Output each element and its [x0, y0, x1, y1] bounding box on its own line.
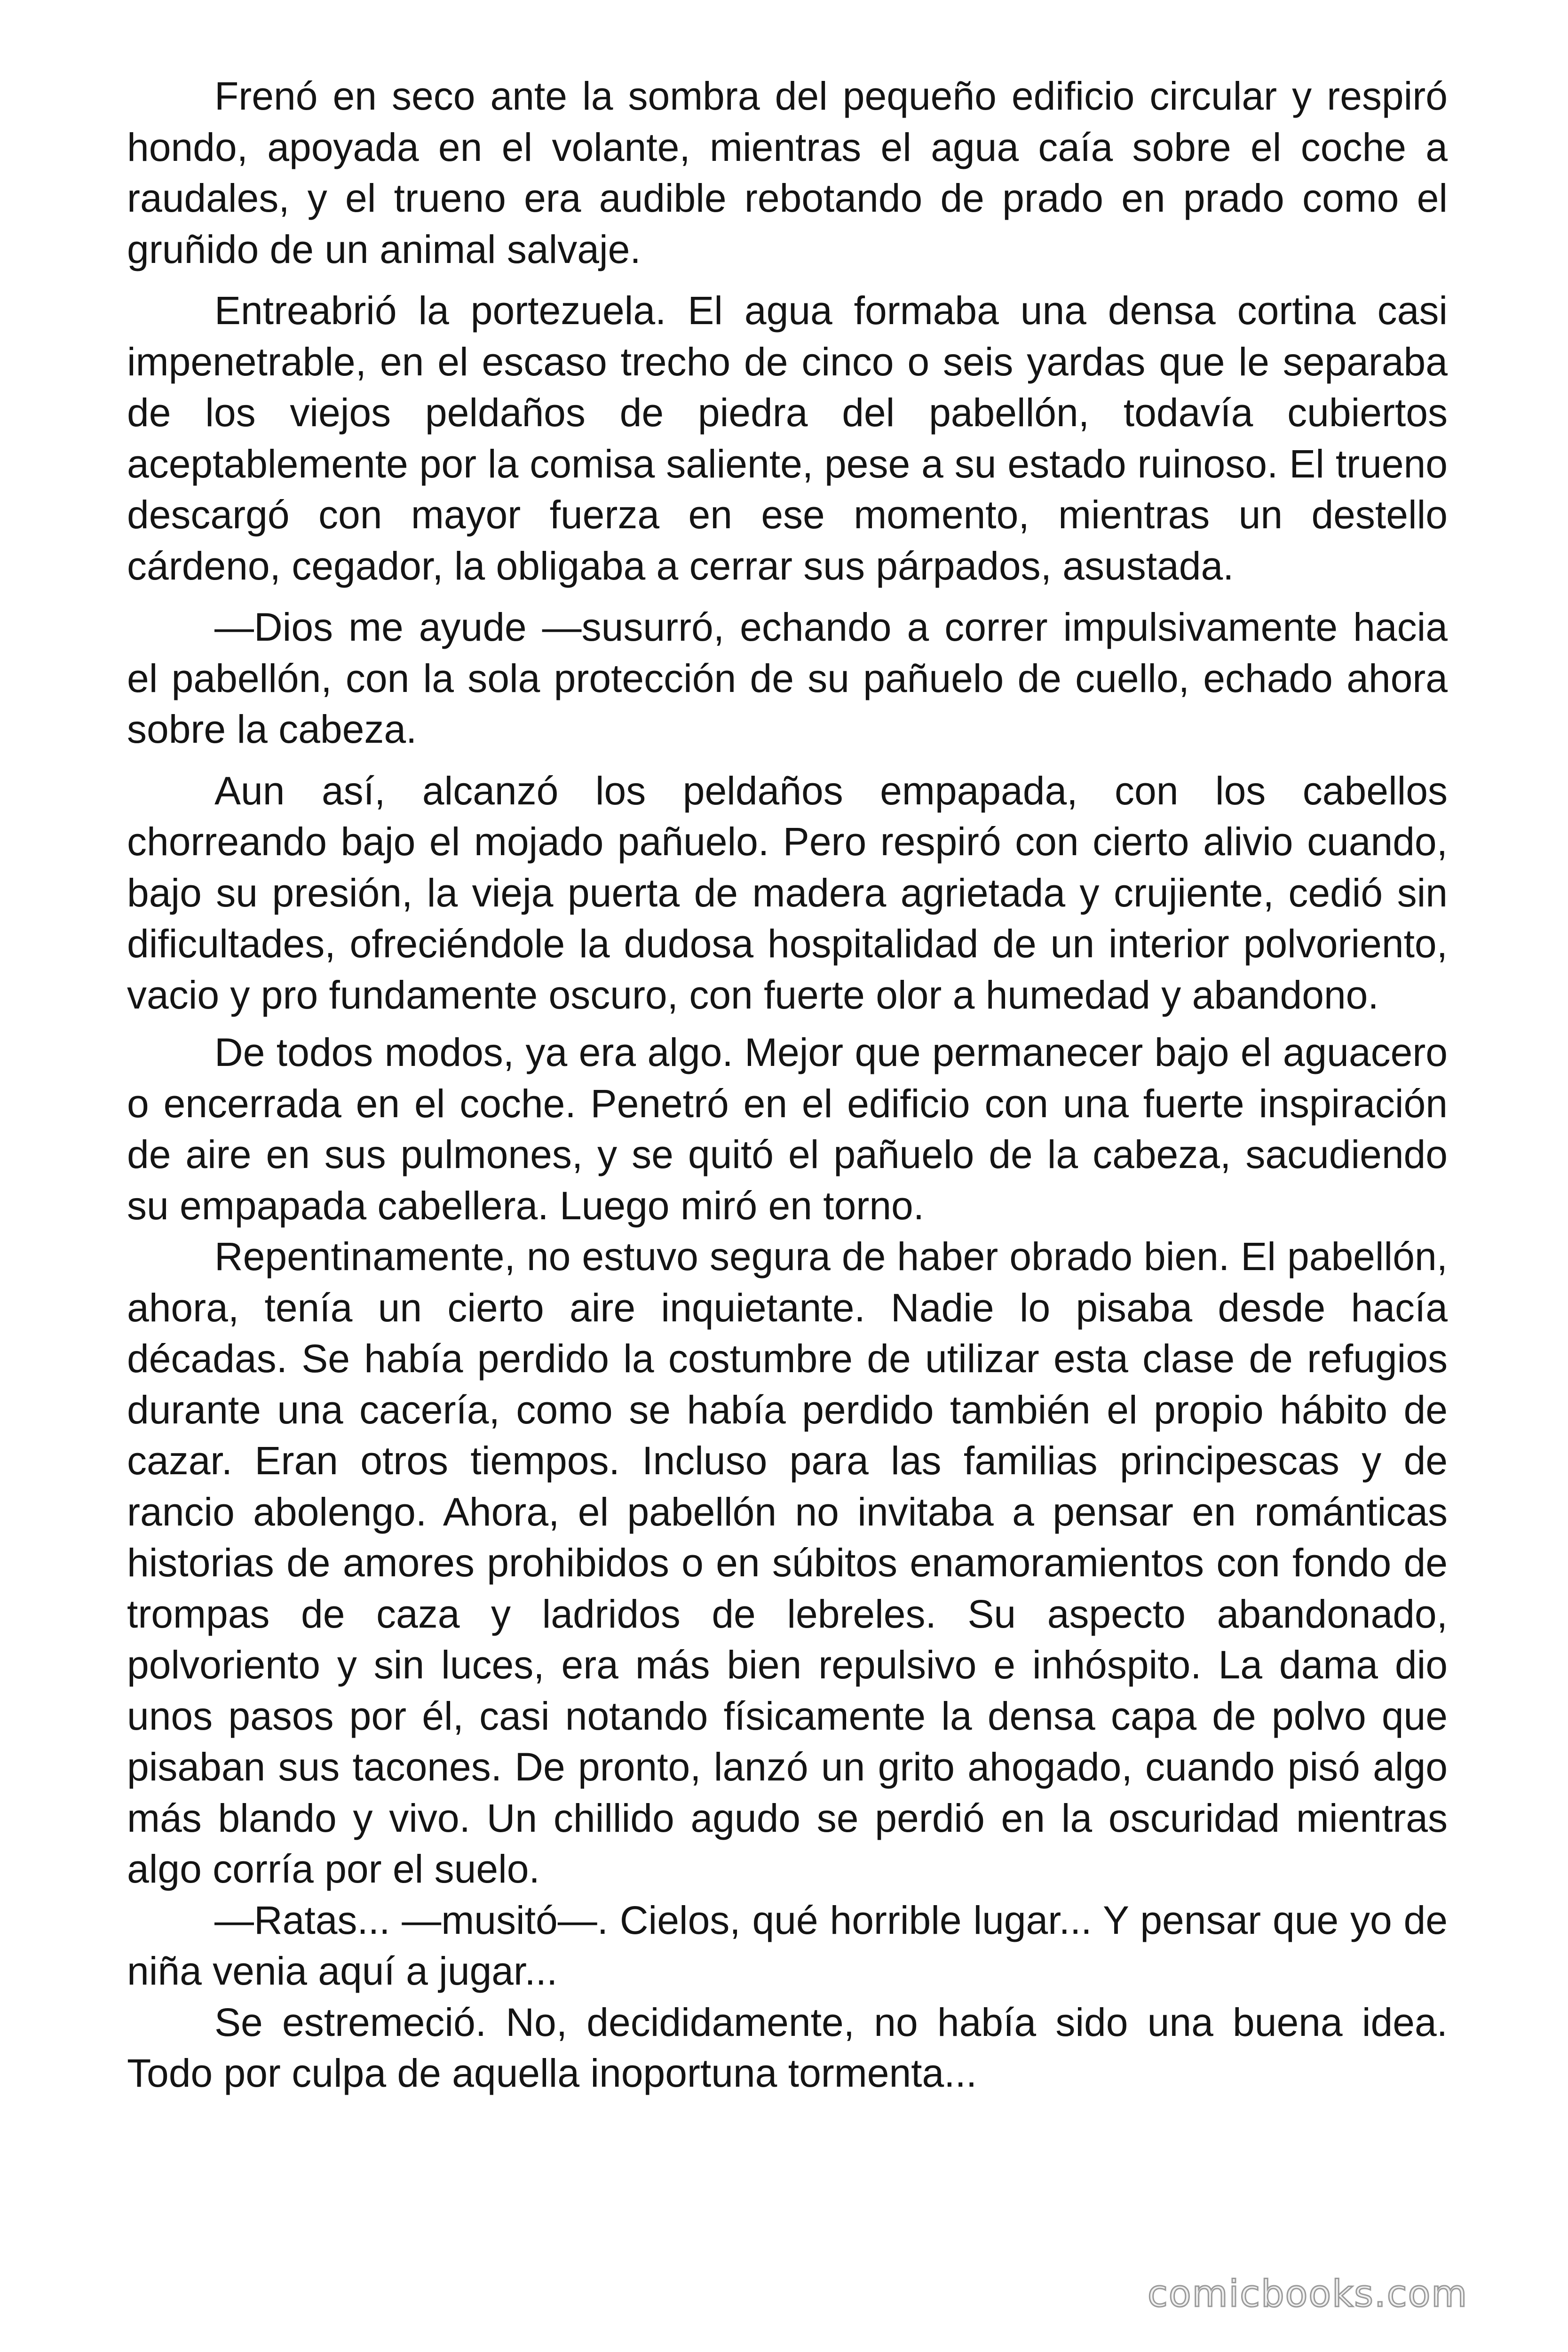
paragraph-4: Aun así, alcanzó los peldaños empapada, con los cabellos chorreando bajo el mojado pañuelo. Pero respiró con cierto alivio cuando, bajo su presión, la vieja puerta de madera agrietada y crujiente, cedió sin dificultades, ofreciéndole la dudosa hospitalidad de un interior polvoriento, vacio y pro fundamente oscuro, con fuerte olor a humedad y abandono.: [127, 768, 1448, 1017]
paragraph-1: Frenó en seco ante la sombra del pequeño edificio circular y respiró hondo, apoyada en el volante, mientras el agua caía sobre el coche a raudales, y el trueno era audible rebotando de prado en prado como el gruñido de un animal salvaje.: [127, 74, 1448, 271]
paragraph-3: —Dios me ayude —susurró, echando a correr impulsivamente hacia el pabellón, con la sola protección de su pañuelo de cuello, echado ahora sobre la cabeza.: [127, 605, 1448, 751]
paragraph-7: —Ratas... —musitó—. Cielos, qué horrible lugar... Y pensar que yo de niña venia aquí a jugar...: [127, 1898, 1448, 1993]
watermark-logo: comicbooks.com: [1148, 2273, 1468, 2315]
paragraph-2: Entreabrió la portezuela. El agua formaba una densa cortina casi impenetrable, en el escaso trecho de cinco o seis yardas que le separaba de los viejos peldaños de piedra del pabellón, todavía cubiertos aceptablemente por la comisa saliente, pese a su estado ruinoso. El trueno descargó con mayor fuerza en ese momento, mientras un destello cárdeno, cegador, la obligaba a cerrar sus párpados, asustada.: [127, 288, 1448, 588]
paragraph-8: Se estremeció. No, decididamente, no había sido una buena idea. Todo por culpa de aquella inoportuna tormenta...: [127, 2000, 1448, 2095]
page-body: [127, 71, 1448, 2234]
paragraph-6: Repentinamente, no estuvo segura de haber obrado bien. El pabellón, ahora, tenía un cierto aire inquietante. Nadie lo pisaba desde hacía décadas. Se había perdido la costumbre de utilizar esta clase de refugios durante una cacería, como se había perdido también el propio hábito de cazar. Eran otros tiempos. Incluso para las familias principescas y de rancio abolengo. Ahora, el pabellón no invitaba a pensar en románticas historias de amores prohibidos o en súbitos enamoramientos con fondo de trompas de caza y ladridos de lebreles. Su aspecto abandonado, polvoriento y sin luces, era más bien repulsivo e inhóspito. La dama dio unos pasos por él, casi notando físicamente la densa capa de polvo que pisaban sus tacones. De pronto, lanzó un grito ahogado, cuando pisó algo más blando y vivo. Un chillido agudo se perdió en la oscuridad mientras algo corría por el suelo.: [127, 1234, 1448, 1891]
paragraph-5: De todos modos, ya era algo. Mejor que permanecer bajo el aguacero o encerrada en el coche. Penetró en el edificio con una fuerte inspiración de aire en sus pulmones, y se quitó el pañuelo de la cabeza, sacudiendo su empapada cabellera. Luego miró en torno.: [127, 1030, 1448, 1228]
